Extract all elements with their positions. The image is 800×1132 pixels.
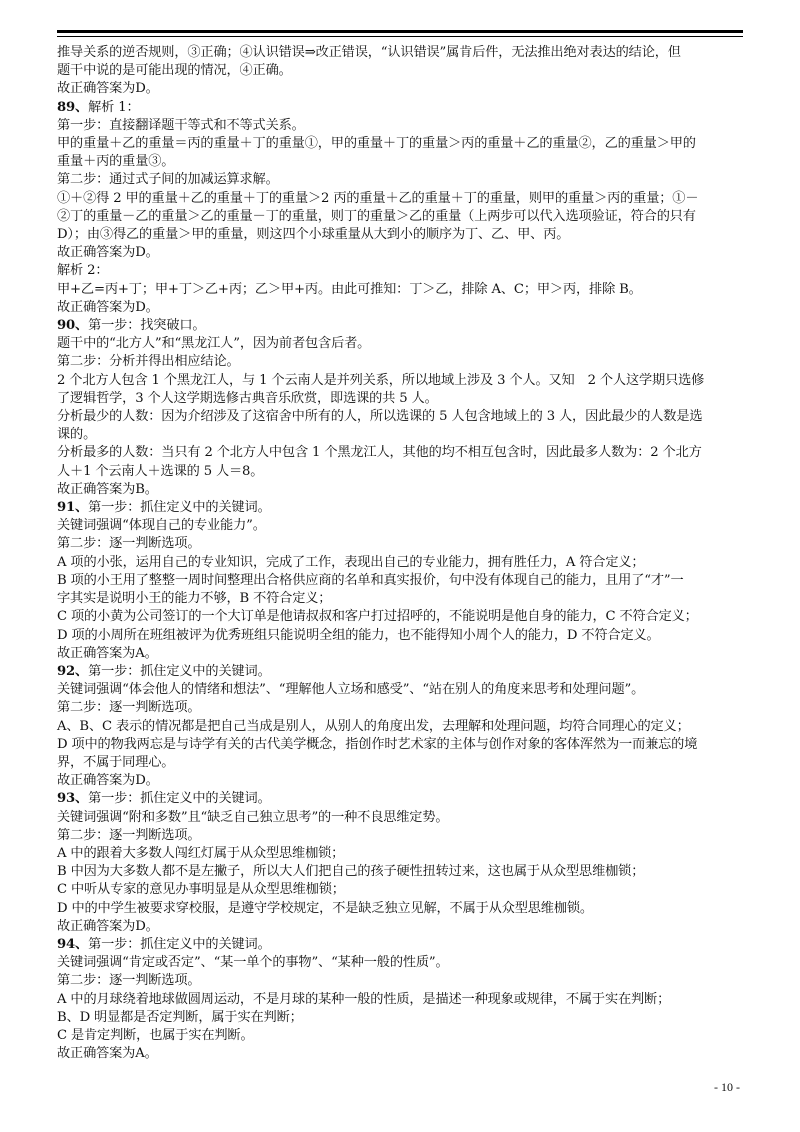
line-text: A、B、C 表示的情况都是把自己当成是别人，从别人的角度出发，去理解和处理问题，均符合同理心的定义； xyxy=(57,718,690,734)
line-text: 第一步：找突破口。 xyxy=(88,318,206,334)
text-line xyxy=(57,444,747,462)
line-text: 解析 2： xyxy=(57,263,109,279)
text-line xyxy=(57,699,747,717)
line-text: 故正确答案为D。 xyxy=(57,245,159,261)
line-text: 题干中的“北方人”和“黑龙江人”，因为前者包含后者。 xyxy=(57,336,371,352)
text-line xyxy=(57,499,747,517)
line-text: 课的。 xyxy=(57,427,97,443)
line-text: 故正确答案为B。 xyxy=(57,481,158,497)
line-text: A 中的跟着大多数人闯红灯属于从众型思维枷锁； xyxy=(57,845,345,861)
text-line xyxy=(57,572,747,590)
text-line xyxy=(57,645,747,663)
line-text: B、D 明显都是否定判断，属于实在判断； xyxy=(57,1009,303,1025)
line-text: D 项中的物我两忘是与诗学有关的古代美学概念，指创作时艺术家的主体与创作对象的客体浑然为一而兼忘的境 xyxy=(57,736,698,752)
line-text: 第一步：抓住定义中的关键词。 xyxy=(88,500,271,516)
line-text: 故正确答案为A。 xyxy=(57,1046,158,1062)
text-line xyxy=(57,954,747,972)
text-line xyxy=(57,244,747,262)
line-text: 故正确答案为D。 xyxy=(57,299,159,315)
line-text: 第一步：抓住定义中的关键词。 xyxy=(88,791,271,807)
text-line xyxy=(57,590,747,608)
header-rule-thin xyxy=(57,36,743,37)
line-text: 故正确答案为D。 xyxy=(57,918,159,934)
text-line xyxy=(57,1009,747,1027)
text-line xyxy=(57,535,747,553)
text-line xyxy=(57,171,747,189)
text-line xyxy=(57,408,747,426)
question-number: 94、 xyxy=(57,936,89,952)
text-line xyxy=(57,900,747,918)
header-rule-thick xyxy=(57,30,743,33)
text-line xyxy=(57,827,747,845)
text-line xyxy=(57,663,747,681)
page-number: - 10 - xyxy=(714,1080,740,1094)
text-line xyxy=(57,972,747,990)
text-line xyxy=(57,299,747,317)
text-line xyxy=(57,281,747,299)
text-line xyxy=(57,863,747,881)
line-text: 第一步：直接翻译题干等式和不等式关系。 xyxy=(57,117,305,133)
text-line xyxy=(57,1027,747,1045)
line-text: C 是肯定判断，也属于实在判断。 xyxy=(57,1027,254,1043)
text-line xyxy=(57,554,747,572)
text-line xyxy=(57,153,747,171)
line-text: 甲的重量＋乙的重量＝丙的重量＋丁的重量①，甲的重量＋丁的重量＞丙的重量＋乙的重量②，乙的重量＞甲的 xyxy=(57,136,696,152)
document-body xyxy=(57,44,747,1063)
text-line xyxy=(57,80,747,98)
text-line xyxy=(57,881,747,899)
line-text: C 项的小黄为公司签订的一个大订单是他请叔叔和客户打过招呼的，不能说明是他自身的能力，C 不符合定义； xyxy=(57,609,698,625)
line-text: 题干中说的是可能出现的情况，④正确。 xyxy=(57,63,292,79)
line-text: A 项的小张，运用自己的专业知识，完成了工作，表现出自己的专业能力，拥有胜任力，A 符合定义； xyxy=(57,554,645,570)
line-text: 2 个北方人包含 1 个黑龙江人，与 1 个云南人是并列关系，所以地域上涉及 3 个人。又知 2 个人这学期只选修 xyxy=(57,372,705,388)
line-text: 第二步：逐一判断选项。 xyxy=(57,536,201,552)
text-line xyxy=(57,135,747,153)
line-text: 关键词强调“体现自己的专业能力”。 xyxy=(57,518,266,534)
line-text: 第二步：分析并得出相应结论。 xyxy=(57,354,240,370)
line-text: ①＋②得 2 甲的重量＋乙的重量＋丁的重量＞2 丙的重量＋乙的重量＋丁的重量，则甲的重量＞丙的重量；①－ xyxy=(57,190,699,206)
line-text: 故正确答案为A。 xyxy=(57,645,158,661)
text-line xyxy=(57,226,747,244)
line-text: 第二步：逐一判断选项。 xyxy=(57,827,201,843)
line-text: 第二步：逐一判断选项。 xyxy=(57,700,201,716)
text-line xyxy=(57,790,747,808)
text-line xyxy=(57,372,747,390)
line-text: 界，不属于同理心。 xyxy=(57,754,175,770)
text-line xyxy=(57,608,747,626)
text-line xyxy=(57,99,747,117)
text-line xyxy=(57,736,747,754)
line-text: 字其实是说明小王的能力不够，B 不符合定义； xyxy=(57,591,332,607)
line-text: C 中听从专家的意见办事明显是从众型思维枷锁； xyxy=(57,882,345,898)
line-text: 分析最多的人数：当只有 2 个北方人中包含 1 个黑龙江人，其他的均不相互包含时，因此最多人数为：2 个北方 xyxy=(57,445,702,461)
text-line xyxy=(57,991,747,1009)
line-text: D）；由③得乙的重量＞甲的重量，则这四个小球重量从大到小的顺序为丁、乙、甲、丙。 xyxy=(57,227,570,243)
line-text: B 项的小王用了整整一周时间整理出合格供应商的名单和真实报价，句中没有体现自己的能力，且用了“才”一 xyxy=(57,572,684,588)
text-line xyxy=(57,317,747,335)
question-number: 89、 xyxy=(57,99,89,115)
line-text: 重量＋丙的重量③。 xyxy=(57,154,175,170)
line-text: B 中因为大多数人都不是左撇子，所以大人们把自己的孩子硬性扭转过来，这也属于从众型思维枷锁； xyxy=(57,864,645,880)
text-line xyxy=(57,335,747,353)
line-text: 关键词强调“附和多数”且“缺乏自己独立思考”的一种不良思维定势。 xyxy=(57,809,449,825)
question-number: 90、 xyxy=(57,318,89,334)
text-line xyxy=(57,390,747,408)
question-number: 92、 xyxy=(57,663,89,679)
line-text: 关键词强调“体会他人的情绪和想法”、“理解他人立场和感受”、“站在别人的角度来思考和处理问题”。 xyxy=(57,682,645,698)
line-text: D 项的小周所在班组被评为优秀班组只能说明全组的能力，也不能得知小周个人的能力，D 不符合定义。 xyxy=(57,627,660,643)
text-line xyxy=(57,1045,747,1063)
text-line xyxy=(57,627,747,645)
text-line xyxy=(57,208,747,226)
text-line xyxy=(57,481,747,499)
line-text: 第二步：逐一判断选项。 xyxy=(57,973,201,989)
line-text: 第一步：抓住定义中的关键词。 xyxy=(88,663,271,679)
line-text: ②丁的重量－乙的重量＞乙的重量－丁的重量，则丁的重量＞乙的重量（上两步可以代入选项验证，符合的只有 xyxy=(57,208,696,224)
text-line xyxy=(57,718,747,736)
text-line xyxy=(57,262,747,280)
text-line xyxy=(57,517,747,535)
text-line xyxy=(57,353,747,371)
line-text: D 中的中学生被要求穿校服，是遵守学校规定，不是缺乏独立见解，不属于从众型思维枷锁。 xyxy=(57,900,593,916)
text-line xyxy=(57,463,747,481)
line-text: 了逻辑哲学，3 个人这学期选修古典音乐欣赏，即选课的共 5 人。 xyxy=(57,390,438,406)
text-line xyxy=(57,426,747,444)
line-text: 推导关系的逆否规则，③正确；④认识错误⇒改正错误，“认识错误”属肯后件，无法推出绝对表达的结论，但 xyxy=(57,45,681,60)
text-line xyxy=(57,190,747,208)
line-text: 人＋1 个云南人＋选课的 5 人＝8。 xyxy=(57,463,264,479)
line-text: 分析最少的人数：因为介绍涉及了这宿舍中所有的人，所以选课的 5 人包含地域上的 3 人，因此最少的人数是选 xyxy=(57,409,703,425)
line-text: 第一步：抓住定义中的关键词。 xyxy=(88,936,271,952)
line-text: 第二步：通过式子间的加减运算求解。 xyxy=(57,172,279,188)
text-line xyxy=(57,918,747,936)
line-text: 关键词强调“肯定或否定”、“某一单个的事物”、“某种一般的性质”。 xyxy=(57,955,449,971)
question-number: 93、 xyxy=(57,791,89,807)
line-text: 故正确答案为D。 xyxy=(57,81,159,97)
question-number: 91、 xyxy=(57,500,89,516)
text-line xyxy=(57,754,747,772)
text-line xyxy=(57,845,747,863)
text-line xyxy=(57,62,747,80)
text-line xyxy=(57,809,747,827)
text-line xyxy=(57,772,747,790)
text-line xyxy=(57,681,747,699)
text-line xyxy=(57,936,747,954)
line-text: A 中的月球绕着地球做圆周运动，不是月球的某种一般的性质，是描述一种现象或规律，不属于实在判断； xyxy=(57,991,671,1007)
text-line xyxy=(57,44,747,62)
line-text: 甲+乙=丙+丁；甲+丁＞乙+丙；乙＞甲+丙。由此可推知：丁＞乙，排除 A、C；甲＞丙，排除 B。 xyxy=(57,281,642,297)
line-text: 解析 1： xyxy=(88,99,140,115)
text-line xyxy=(57,117,747,135)
line-text: 故正确答案为D。 xyxy=(57,773,159,789)
